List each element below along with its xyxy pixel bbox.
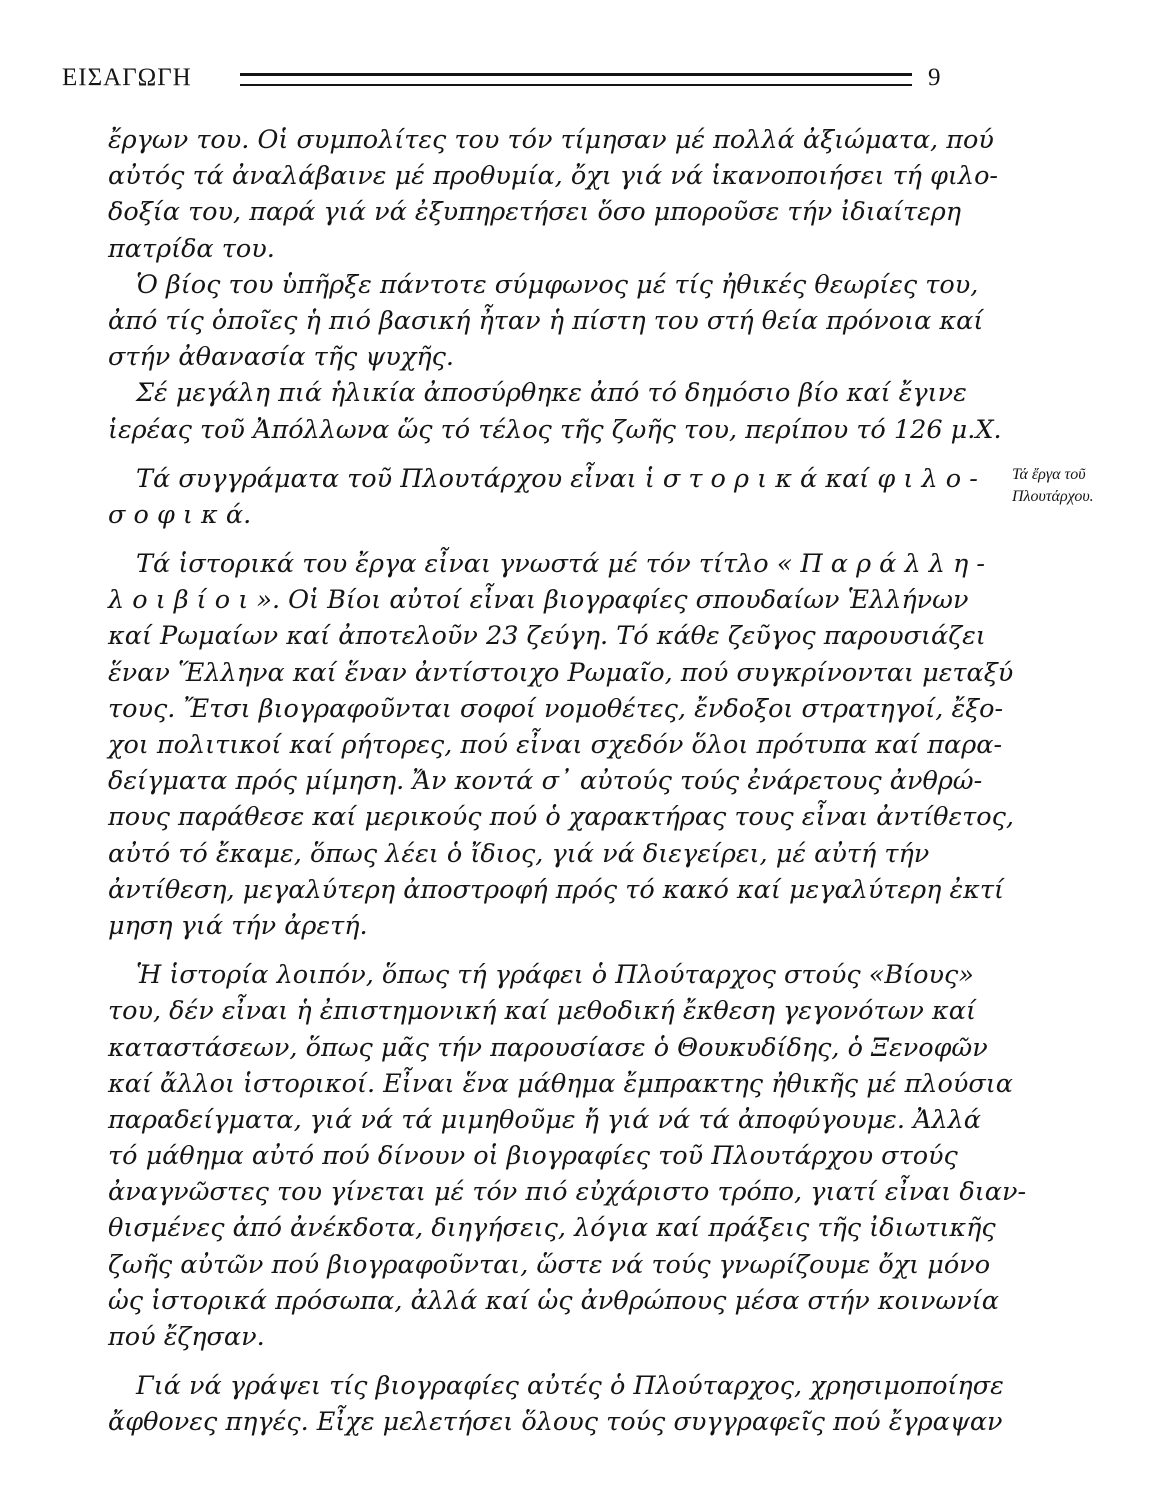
text-line: ζωῆς αὐτῶν πού βιογραφοῦνται, ὥστε νά τούς γνωρίζουμε ὄχι μόνο [108, 1249, 991, 1280]
text-line: ὡς ἱστορικά πρόσωπα, ἀλλά καί ὡς ἀνθρώπους μέσα στήν κοινωνία [108, 1285, 1000, 1316]
text-line: τό μάθημα αὐτό πού δίνουν οἱ βιογραφίες τοῦ Πλουτάρχου στούς [108, 1141, 958, 1172]
text-line: ἔργων του. Οἱ συμπολίτες του τόν τίμησαν μέ πολλά ἀξιώματα, πού [108, 125, 994, 155]
text-line: ἀντίθεση, μεγαλύτερη ἀποστροφή πρός τό κακό καί μεγαλύτερη ἐκτί [108, 874, 1005, 905]
text-line: τους. Ἔτσι βιογραφοῦνται σοφοί νομοθέτες, ἔνδοξοι στρατηγοί, ἔξο- [108, 693, 1004, 724]
text-line: πους παράθεσε καί μερικούς πού ὁ χαρακτήρας τους εἶναι ἀντίθετος, [108, 802, 1015, 833]
text-line: σ ο φ ι κ ά. [108, 499, 252, 530]
text-line: ἱερέας τοῦ Ἀπόλλωνα ὥς τό τέλος τῆς ζωῆς του, περίπου τό 126 μ.Χ. [108, 414, 1002, 445]
margin-note-line: Πλουτάρχου. [1012, 488, 1094, 505]
text-line: χοι πολιτικοί καί ρήτορες, πού εἶναι σχεδόν ὅλοι πρότυπα καί παρα- [108, 730, 1003, 760]
text-line: θισμένες ἀπό ἀνέκδοτα, διηγήσεις, λόγια καί πράξεις τῆς ἰδιωτικῆς [108, 1213, 996, 1244]
text-line: του, δέν εἶναι ἡ ἐπιστημονική καί μεθοδική ἔκθεση γεγονότων καί [108, 996, 976, 1027]
text-line: ἀπό τίς ὁποῖες ἡ πιό βασική ἦταν ἡ πίστη του στή θεία πρόνοια καί [108, 305, 984, 336]
text-line: στήν ἀθανασία τῆς ψυχῆς. [108, 342, 455, 373]
text-line: πού ἔζησαν. [108, 1322, 265, 1352]
text-line: Ἡ ἱστορία λοιπόν, ὅπως τή γράφει ὁ Πλούταρχος στούς «Βίους» [136, 960, 974, 991]
text-line: Σέ μεγάλη πιά ἡλικία ἀποσύρθηκε ἀπό τό δημόσιο βίο καί ἔγινε [136, 378, 967, 409]
margin-note-line: Τά ἔργα τοῦ [1012, 466, 1086, 483]
text-line: ἄφθονες πηγές. Εἶχε μελετήσει ὅλους τούς συγγραφεῖς πού ἔγραψαν [108, 1407, 1003, 1438]
text-line: καί Ρωμαίων καί ἀποτελοῦν 23 ζεύγη. Τό κάθε ζεῦγος παρουσιάζει [108, 621, 986, 652]
text-line: αὐτό τό ἔκαμε, ὅπως λέει ὁ ἴδιος, γιά νά διεγείρει, μέ αὐτή τήν [108, 838, 930, 869]
page-number: 9 [928, 64, 941, 91]
text-line: ἕναν Ἕλληνα καί ἕναν ἀντίστοιχο Ρωμαῖο, πού συγκρίνονται μεταξύ [108, 657, 1014, 688]
text-line: ἀναγνῶστες του γίνεται μέ τόν πιό εὐχάριστο τρόπο, γιατί εἶναι διαν- [108, 1177, 1027, 1208]
text-line: Γιά νά γράψει τίς βιογραφίες αὐτές ὁ Πλούταρχος, χρησιμοποίησε [136, 1371, 1004, 1402]
text-line: αὐτός τά ἀναλάβαινε μέ προθυμία, ὄχι γιά νά ἱκανοποιήσει τή φιλο- [108, 161, 999, 192]
text-line: καί ἄλλοι ἱστορικοί. Εἶναι ἕνα μάθημα ἔμπρακτης ἠθικῆς μέ πλούσια [108, 1068, 1013, 1099]
text-line: Τά ἱστορικά του ἔργα εἶναι γνωστά μέ τόν τίτλο « Π α ρ ά λ λ η - [136, 549, 986, 580]
margin-note [1012, 464, 1142, 508]
text-line: δοξία του, παρά γιά νά ἐξυπηρετήσει ὅσο μποροῦσε τήν ἰδιαίτερη [108, 197, 962, 228]
text-line: καταστάσεων, ὅπως μᾶς τήν παρουσίασε ὁ Θουκυδίδης, ὁ Ξενοφῶν [108, 1032, 988, 1063]
body-text [108, 122, 1027, 1441]
text-line: Τά συγγράματα τοῦ Πλουτάρχου εἶναι ἱ σ τ ο ρ ι κ ά καί φ ι λ ο - [136, 463, 978, 494]
running-header [62, 62, 942, 98]
chapter-title: ΕΙΣΑΓΩΓΗ [62, 64, 192, 91]
text-line: μηση γιά τήν ἀρετή. [108, 910, 368, 941]
text-line: λ ο ι β ί ο ι ». Οἱ Βίοι αὐτοί εἶναι βιογραφίες σπουδαίων Ἑλλήνων [108, 585, 969, 616]
text-line: πατρίδα του. [108, 233, 275, 264]
text-line: Ὁ βίος του ὑπῆρξε πάντοτε σύμφωνος μέ τίς ἠθικές θεωρίες του, [136, 269, 979, 300]
text-line: δείγματα πρός μίμηση. Ἄν κοντά σ᾽ αὐτούς τούς ἐνάρετους ἀνθρώ- [108, 766, 983, 797]
text-line: παραδείγματα, γιά νά τά μιμηθοῦμε ἤ γιά νά τά ἀποφύγουμε. Ἀλλά [108, 1104, 982, 1135]
header-double-rule [240, 73, 912, 86]
